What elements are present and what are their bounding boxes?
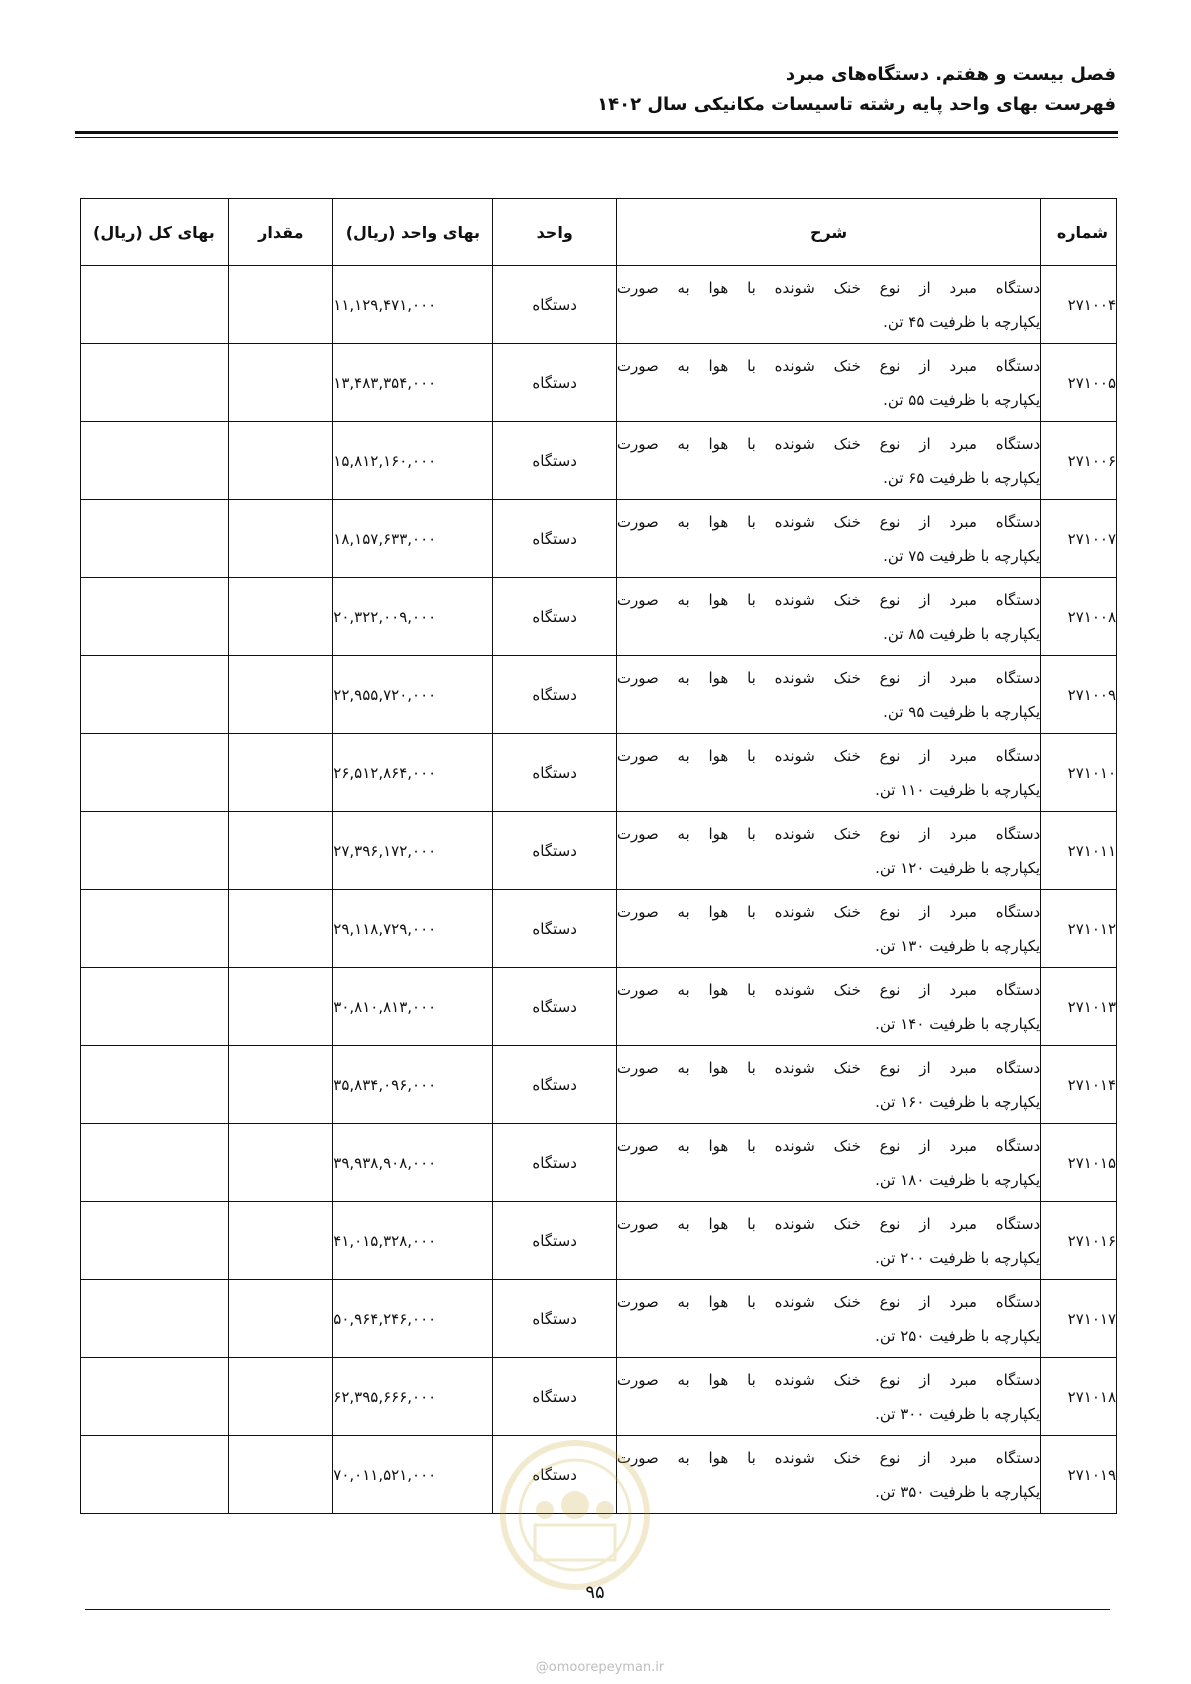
row-unit: دستگاه — [493, 266, 616, 344]
row-description-line1: دستگاه مبرد از نوع خنک شونده با هوا به صورت — [616, 668, 1041, 687]
price-table — [80, 198, 1117, 1514]
row-number: ۲۷۱۰۱۵ — [1041, 1124, 1117, 1202]
watermark-logo — [490, 1420, 660, 1600]
row-unit-price: ۲۰,۳۲۲,۰۰۹,۰۰۰ — [333, 578, 493, 656]
row-quantity — [229, 1280, 333, 1358]
row-total-price — [81, 1124, 229, 1202]
row-unit: دستگاه — [493, 1358, 616, 1436]
row-description — [616, 1202, 1040, 1280]
column-header-description: شرح — [616, 199, 1040, 266]
row-unit-price: ۱۸,۱۵۷,۶۳۳,۰۰۰ — [333, 500, 493, 578]
row-description-line1: دستگاه مبرد از نوع خنک شونده با هوا به صورت — [616, 356, 1041, 375]
row-unit: دستگاه — [493, 578, 616, 656]
row-unit-price: ۳۹,۹۳۸,۹۰۸,۰۰۰ — [333, 1124, 493, 1202]
row-number: ۲۷۱۰۰۶ — [1041, 422, 1117, 500]
row-description-line2: یکپارچه با ظرفیت ۱۲۰ تن. — [875, 858, 1041, 877]
table-row — [81, 344, 1117, 422]
row-quantity — [229, 266, 333, 344]
page-header — [597, 60, 1116, 120]
row-number: ۲۷۱۰۰۵ — [1041, 344, 1117, 422]
row-description-line1: دستگاه مبرد از نوع خنک شونده با هوا به صورت — [616, 1214, 1041, 1233]
row-quantity — [229, 1358, 333, 1436]
header-rule-thin — [75, 137, 1118, 138]
row-number: ۲۷۱۰۱۰ — [1041, 734, 1117, 812]
row-description — [616, 1358, 1040, 1436]
row-number: ۲۷۱۰۱۶ — [1041, 1202, 1117, 1280]
row-number: ۲۷۱۰۰۸ — [1041, 578, 1117, 656]
row-quantity — [229, 1436, 333, 1514]
row-total-price — [81, 812, 229, 890]
table-row — [81, 734, 1117, 812]
row-description-line1: دستگاه مبرد از نوع خنک شونده با هوا به صورت — [616, 1448, 1041, 1467]
table-row — [81, 1280, 1117, 1358]
row-description-line2: یکپارچه با ظرفیت ۲۵۰ تن. — [875, 1326, 1041, 1345]
row-unit: دستگاه — [493, 422, 616, 500]
row-description-line2: یکپارچه با ظرفیت ۳۰۰ تن. — [875, 1404, 1041, 1423]
row-total-price — [81, 890, 229, 968]
row-number: ۲۷۱۰۱۴ — [1041, 1046, 1117, 1124]
table-row — [81, 968, 1117, 1046]
row-unit-price: ۲۷,۳۹۶,۱۷۲,۰۰۰ — [333, 812, 493, 890]
row-description-line1: دستگاه مبرد از نوع خنک شونده با هوا به صورت — [616, 902, 1041, 921]
row-description — [616, 968, 1040, 1046]
column-header-unit: واحد — [493, 199, 616, 266]
row-description — [616, 578, 1040, 656]
row-description-line2: یکپارچه با ظرفیت ۱۱۰ تن. — [875, 780, 1041, 799]
row-unit: دستگاه — [493, 1046, 616, 1124]
row-description — [616, 656, 1040, 734]
row-quantity — [229, 812, 333, 890]
row-unit-price: ۷۰,۰۱۱,۵۲۱,۰۰۰ — [333, 1436, 493, 1514]
page-number: ۹۵ — [585, 1582, 605, 1603]
row-unit-price: ۲۹,۱۱۸,۷۲۹,۰۰۰ — [333, 890, 493, 968]
row-unit-price: ۱۳,۴۸۳,۳۵۴,۰۰۰ — [333, 344, 493, 422]
row-unit-price: ۱۵,۸۱۲,۱۶۰,۰۰۰ — [333, 422, 493, 500]
row-unit-price: ۵۰,۹۶۴,۲۴۶,۰۰۰ — [333, 1280, 493, 1358]
row-description-line1: دستگاه مبرد از نوع خنک شونده با هوا به صورت — [616, 590, 1041, 609]
row-description — [616, 344, 1040, 422]
row-number: ۲۷۱۰۱۲ — [1041, 890, 1117, 968]
row-quantity — [229, 1046, 333, 1124]
row-description — [616, 500, 1040, 578]
row-description-line1: دستگاه مبرد از نوع خنک شونده با هوا به صورت — [616, 1292, 1041, 1311]
row-unit-price: ۶۲,۳۹۵,۶۶۶,۰۰۰ — [333, 1358, 493, 1436]
row-description-line1: دستگاه مبرد از نوع خنک شونده با هوا به صورت — [616, 980, 1041, 999]
row-unit-price: ۲۶,۵۱۲,۸۶۴,۰۰۰ — [333, 734, 493, 812]
row-quantity — [229, 500, 333, 578]
row-description-line2: یکپارچه با ظرفیت ۱۴۰ تن. — [875, 1014, 1041, 1033]
row-quantity — [229, 968, 333, 1046]
row-number: ۲۷۱۰۰۷ — [1041, 500, 1117, 578]
row-quantity — [229, 1202, 333, 1280]
row-description-line2: یکپارچه با ظرفیت ۲۰۰ تن. — [875, 1248, 1041, 1267]
row-number: ۲۷۱۰۱۷ — [1041, 1280, 1117, 1358]
table-row — [81, 812, 1117, 890]
row-number: ۲۷۱۰۱۹ — [1041, 1436, 1117, 1514]
table-row — [81, 1124, 1117, 1202]
document-title: فهرست بهای واحد پایه رشته تاسیسات مکانیکی سال ۱۴۰۲ — [597, 94, 1116, 115]
row-description — [616, 1046, 1040, 1124]
row-description-line1: دستگاه مبرد از نوع خنک شونده با هوا به صورت — [616, 434, 1041, 453]
row-unit: دستگاه — [493, 1280, 616, 1358]
table-row — [81, 656, 1117, 734]
row-unit: دستگاه — [493, 890, 616, 968]
row-number: ۲۷۱۰۰۴ — [1041, 266, 1117, 344]
row-total-price — [81, 578, 229, 656]
row-description-line2: یکپارچه با ظرفیت ۱۶۰ تن. — [875, 1092, 1041, 1111]
row-total-price — [81, 1202, 229, 1280]
row-quantity — [229, 578, 333, 656]
row-description-line1: دستگاه مبرد از نوع خنک شونده با هوا به صورت — [616, 1136, 1041, 1155]
row-unit: دستگاه — [493, 1202, 616, 1280]
row-total-price — [81, 500, 229, 578]
table-row — [81, 500, 1117, 578]
table-row — [81, 890, 1117, 968]
row-description — [616, 1280, 1040, 1358]
header-rule-thick — [75, 131, 1118, 134]
table-row — [81, 1202, 1117, 1280]
row-description — [616, 1124, 1040, 1202]
row-description-line2: یکپارچه با ظرفیت ۳۵۰ تن. — [875, 1482, 1041, 1501]
row-description-line2: یکپارچه با ظرفیت ۱۳۰ تن. — [875, 936, 1041, 955]
row-total-price — [81, 344, 229, 422]
row-description-line1: دستگاه مبرد از نوع خنک شونده با هوا به صورت — [616, 1370, 1041, 1389]
table-row — [81, 1046, 1117, 1124]
row-quantity — [229, 656, 333, 734]
row-quantity — [229, 734, 333, 812]
row-description-line2: یکپارچه با ظرفیت ۱۸۰ تن. — [875, 1170, 1041, 1189]
row-description-line2: یکپارچه با ظرفیت ۵۵ تن. — [883, 390, 1041, 409]
row-unit: دستگاه — [493, 656, 616, 734]
row-description-line2: یکپارچه با ظرفیت ۸۵ تن. — [883, 624, 1041, 643]
table-row — [81, 266, 1117, 344]
chapter-title: فصل بیست و هفتم. دستگاه‌های مبرد — [785, 64, 1116, 85]
row-unit: دستگاه — [493, 1436, 616, 1514]
row-description-line1: دستگاه مبرد از نوع خنک شونده با هوا به صورت — [616, 746, 1041, 765]
row-unit-price: ۳۵,۸۳۴,۰۹۶,۰۰۰ — [333, 1046, 493, 1124]
row-unit: دستگاه — [493, 812, 616, 890]
row-description — [616, 812, 1040, 890]
table-row — [81, 578, 1117, 656]
column-header-unit-price: بهای واحد (ریال) — [333, 199, 493, 266]
column-header-total-price: بهای کل (ریال) — [81, 199, 229, 266]
row-description-line1: دستگاه مبرد از نوع خنک شونده با هوا به صورت — [616, 824, 1041, 843]
row-description-line1: دستگاه مبرد از نوع خنک شونده با هوا به صورت — [616, 278, 1041, 297]
row-unit: دستگاه — [493, 1124, 616, 1202]
row-description-line1: دستگاه مبرد از نوع خنک شونده با هوا به صورت — [616, 1058, 1041, 1077]
table-row — [81, 422, 1117, 500]
row-unit-price: ۱۱,۱۲۹,۴۷۱,۰۰۰ — [333, 266, 493, 344]
column-header-number: شماره — [1041, 199, 1117, 266]
site-watermark-text: @omoorepeyman.ir — [535, 1660, 665, 1675]
row-number: ۲۷۱۰۱۱ — [1041, 812, 1117, 890]
row-description-line2: یکپارچه با ظرفیت ۶۵ تن. — [883, 468, 1041, 487]
row-total-price — [81, 1046, 229, 1124]
row-number: ۲۷۱۰۱۸ — [1041, 1358, 1117, 1436]
footer-rule — [85, 1609, 1110, 1610]
row-total-price — [81, 1358, 229, 1436]
row-quantity — [229, 890, 333, 968]
row-unit-price: ۴۱,۰۱۵,۳۲۸,۰۰۰ — [333, 1202, 493, 1280]
row-description — [616, 422, 1040, 500]
row-total-price — [81, 656, 229, 734]
row-description-line2: یکپارچه با ظرفیت ۹۵ تن. — [883, 702, 1041, 721]
row-unit-price: ۲۲,۹۵۵,۷۲۰,۰۰۰ — [333, 656, 493, 734]
row-description-line2: یکپارچه با ظرفیت ۴۵ تن. — [883, 312, 1041, 331]
row-description — [616, 266, 1040, 344]
row-description — [616, 734, 1040, 812]
row-total-price — [81, 734, 229, 812]
row-description-line2: یکپارچه با ظرفیت ۷۵ تن. — [883, 546, 1041, 565]
row-total-price — [81, 422, 229, 500]
row-quantity — [229, 344, 333, 422]
row-description-line1: دستگاه مبرد از نوع خنک شونده با هوا به صورت — [616, 512, 1041, 531]
row-unit: دستگاه — [493, 968, 616, 1046]
row-quantity — [229, 422, 333, 500]
column-header-quantity: مقدار — [229, 199, 333, 266]
row-description — [616, 890, 1040, 968]
row-total-price — [81, 1280, 229, 1358]
row-total-price — [81, 1436, 229, 1514]
row-quantity — [229, 1124, 333, 1202]
row-number: ۲۷۱۰۰۹ — [1041, 656, 1117, 734]
row-unit: دستگاه — [493, 734, 616, 812]
row-number: ۲۷۱۰۱۳ — [1041, 968, 1117, 1046]
row-unit: دستگاه — [493, 500, 616, 578]
row-unit-price: ۳۰,۸۱۰,۸۱۳,۰۰۰ — [333, 968, 493, 1046]
row-total-price — [81, 968, 229, 1046]
row-unit: دستگاه — [493, 344, 616, 422]
row-total-price — [81, 266, 229, 344]
row-description — [616, 1436, 1040, 1514]
table-header-row — [81, 199, 1117, 266]
